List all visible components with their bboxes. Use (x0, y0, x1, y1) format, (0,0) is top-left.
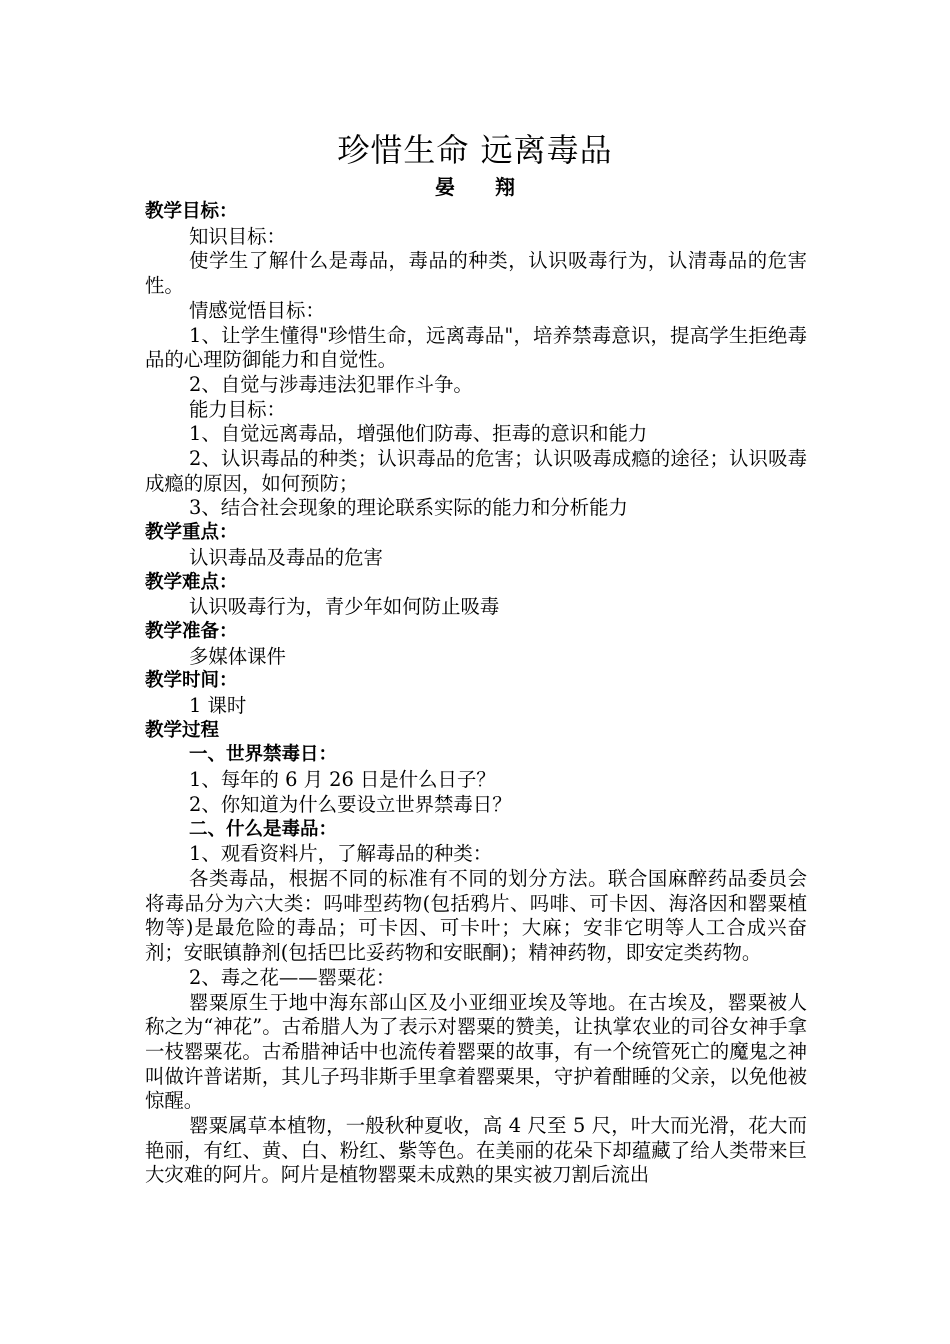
paragraph: 多媒体课件 (189, 644, 286, 668)
paragraph: 认识毒品及毒品的危害 (189, 545, 383, 569)
paragraph: 认识吸毒行为，青少年如何防止吸毒 (189, 595, 500, 619)
paragraph: 2、你知道为什么要设立世界禁毒日？ (189, 792, 512, 816)
paragraph: 能力目标： (189, 397, 286, 421)
section-heading: 教学时间： (145, 670, 238, 692)
section-heading: 教学准备： (145, 620, 238, 642)
paragraph: 知识目标： (189, 224, 286, 248)
document-title: 珍惜生命 远离毒品 (337, 131, 613, 169)
paragraph: 3、结合社会现象的理论联系实际的能力和分析能力 (189, 496, 628, 520)
paragraph: 1、自觉远离毒品，增强他们防毒、拒毒的意识和能力 (189, 422, 648, 446)
paragraph: 使学生了解什么是毒品，毒品的种类，认识吸毒行为，认清毒品的危害性。 (145, 249, 807, 298)
paragraph: 1、每年的 6 月 26 日是什么日子？ (189, 768, 496, 792)
paragraph: 2、毒之花——罂粟花： (189, 965, 396, 989)
paragraph: 罂粟属草本植物，一般秋种夏收，高 4 尺至 5 尺，叶大而光滑，花大而艳丽，有红、黄、白、粉红、紫等色。在美丽的花朵下却蕴藏了给人类带来巨大灾难的阿片。阿片是植物罂粟未成熟的果实被刀割后流出 (145, 1114, 807, 1187)
section-subheading: 一、世界禁毒日： (189, 744, 338, 766)
paragraph: 2、认识毒品的种类；认识毒品的危害；认识吸毒成瘾的途径；认识吸毒成瘾的原因，如何预防； (145, 447, 807, 495)
document-body (145, 200, 807, 1188)
section-subheading: 二、什么是毒品： (189, 818, 338, 840)
document-author: 晏翔 (435, 175, 555, 199)
paragraph: 情感觉悟目标： (189, 298, 325, 322)
section-heading: 教学目标： (145, 201, 238, 222)
paragraph: 1、观看资料片，了解毒品的种类： (189, 842, 493, 866)
paragraph: 1、让学生懂得"珍惜生命，远离毒品"，培养禁毒意识，提高学生拒绝毒品的心理防御能力和自觉性。 (145, 323, 807, 372)
section-heading: 教学过程 (145, 719, 220, 741)
paragraph: 各类毒品，根据不同的标准有不同的划分方法。联合国麻醉药品委员会将毒品分为六大类：吗啡型药物(包括鸦片、吗啡、可卡因、海洛因和罂粟植物等)是最危险的毒品；可卡因、可卡叶；大麻；安非它明等人工合成兴奋剂；安眠镇静剂(包括巴比妥药物和安眠酮)；精神药物，即安定类药物。 (145, 866, 807, 965)
section-heading: 教学重点： (145, 522, 238, 544)
paragraph: 罂粟原生于地中海东部山区及小亚细亚埃及等地。在古埃及，罂粟被人称之为“神花”。古希腊人为了表示对罂粟的赞美，让执掌农业的司谷女神手拿一枝罂粟花。古希腊神话中也流传着罂粟的故事，有一个统管死亡的魔鬼之神叫做许普诺斯，其儿子玛非斯手里拿着罂粟果，守护着酣睡的父亲，以免他被惊醒。 (145, 990, 807, 1113)
paragraph: 2、自觉与涉毒违法犯罪作斗争。 (189, 372, 473, 396)
paragraph: 1 课时 (189, 694, 247, 718)
section-heading: 教学难点： (145, 571, 238, 593)
